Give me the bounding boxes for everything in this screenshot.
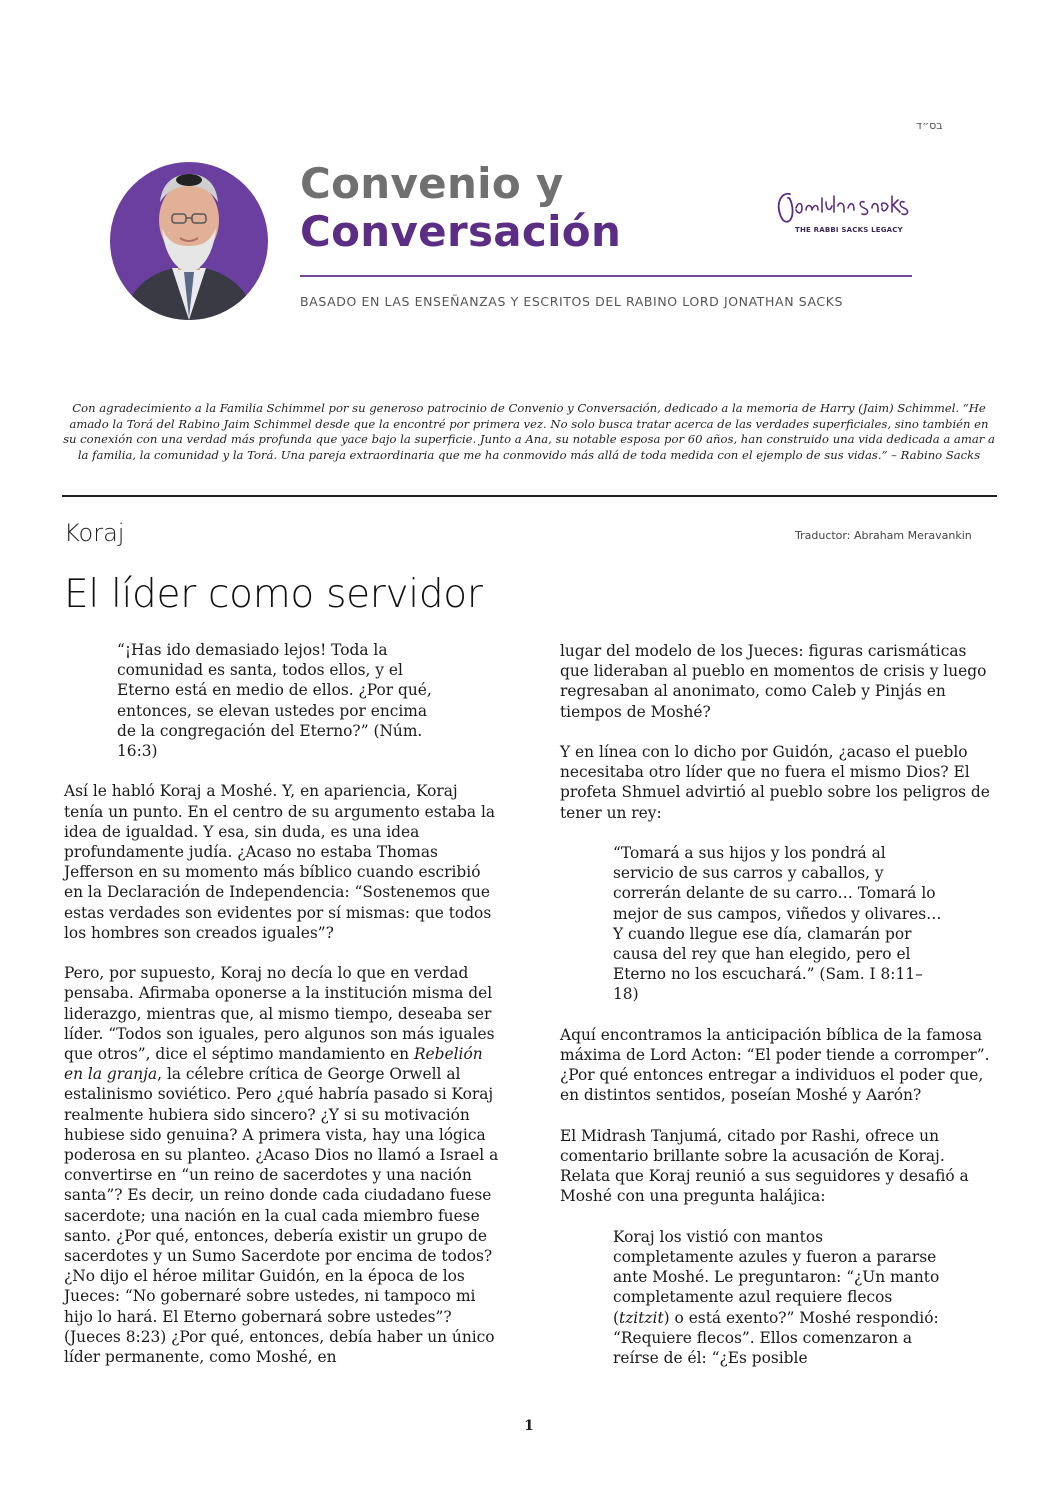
title-line-2: Conversación — [300, 207, 622, 256]
paragraph: Y en línea con lo dicho por Guidón, ¿acaso el pueblo necesitaba otro líder que no fuera el mismo Dios? El profeta Shmuel advirtió al pueblo sobre los peligros de tener un rey: — [560, 743, 990, 822]
paragraph: lugar del modelo de los Jueces: figuras carismáticas que lideraban al pueblo en momentos de crisis y luego regresaban al anonimato, como Caleb y Pinjás en tiempos de Moshé? — [560, 642, 987, 721]
book-title: Rebelión en la granja — [64, 1045, 483, 1084]
paragraph: El Midrash Tanjumá, citado por Rashi, ofrece un comentario brillante sobre la acusación de Koraj. Relata que Koraj reunió a sus seguidores y desafió a Moshé con una pregunta halájica: — [560, 1126, 969, 1206]
section-divider — [62, 495, 997, 497]
title-line-1: Convenio y — [300, 159, 564, 208]
article-headline: El líder como servidor — [64, 572, 483, 617]
rabbi-portrait-image — [110, 150, 268, 320]
paragraph: Aquí encontramos la anticipación bíblica de la famosa máxima de Lord Acton: “El poder tiende a corromper”. ¿Por qué entonces entregar a individuos el poder que, en distintos sentidos, poseían Moshé y Aarón? — [560, 1025, 990, 1105]
block-quote: “¡Has ido demasiado lejos! Toda la comunidad es santa, todos ellos, y el Eterno está en medio de ellos. ¿Por qué, entonces, se elevan ustedes por encima de la congregación del Eterno?” (Núm. 16:3) — [117, 641, 432, 761]
signature-caption: THE RABBI SACKS LEGACY — [795, 226, 903, 234]
translator-credit: Traductor: Abraham Meravankin — [795, 529, 972, 542]
dedication-text: Con agradecimiento a la Familia Schimmel por su generoso patrocinio de Convenio y Conversación, dedicado a la memoria de Harry (Jaim) Schimmel. “He amado la Torá del Rabino Jaim Schimmel desde que la encontré por primera vez. No solo busca tratar acerca de las verdades superficiales, sino también en su conexión con una verdad más profunda que yace bajo la superficie. Junto a Ana, su notable esposa por 60 años, han construido una vida dedicada a amar a la familia, la comunidad y la Torá. Una pareja extraordinaria que me ha conmovido más allá de toda medida con el ejemplo de sus vidas.” – Rabino Sacks — [63, 401, 995, 462]
title-divider — [300, 275, 912, 277]
newsletter-title — [300, 160, 621, 256]
block-quote: Koraj los vistió con mantos completamente azules y fueron a pararse ante Moshé. Le preguntaron: “¿Un manto completamente azul requiere flecos (tzitzit) o está exento?” Moshé respondió: “Requiere flecos”. Ellos comenzaron a reírse de él: “¿Es posible — [613, 1227, 940, 1368]
paragraph: Así le habló Koraj a Moshé. Y, en apariencia, Koraj tenía un punto. En el centro de su argumento estaba la idea de igualdad. Y esa, sin duda, es una idea profundamente judía. ¿Acaso no estaba Thomas Jefferson en su momento más bíblico cuando escribió en la Declaración de Independencia: “Sostenemos que estas verdades son evidentes por sí mismas: que todos los hombres son creados iguales”? — [64, 782, 496, 942]
page-number: 1 — [524, 1418, 534, 1434]
bsd-mark: בס״ד — [916, 119, 943, 132]
term-tzitzit: tzitzit — [619, 1308, 664, 1327]
block-quote: “Tomará a sus hijos y los pondrá al servicio de sus carros y caballos, y correrán delante de su carro… Tomará lo mejor de sus campos, viñedos y olivares… Y cuando llegue ese día, clamarán por causa del rey que han elegido, pero el Eterno no los escuchará.” (Sam. I 8:11–18) — [613, 844, 942, 1004]
right-column — [560, 641, 996, 1388]
newsletter-subtitle: BASADO EN LAS ENSEÑANZAS Y ESCRITOS DEL RABINO LORD JONATHAN SACKS — [300, 294, 844, 309]
paragraph: Pero, por supuesto, Koraj no decía lo que en verdad pensaba. Afirmaba oponerse a la institución misma del liderazgo, mientras que, al mismo tiempo, deseaba ser líder. “Todos son iguales, pero algunos son más iguales que otros”, dice el séptimo mandamiento en Rebelión en la granja, la célebre crítica de George Orwell al estalinismo soviético. Pero ¿qué habría pasado si Koraj realmente hubiera sido sincero? ¿Y si su motivación hubiese sido genuina? A primera vista, hay una lógica poderosa en su planteo. ¿Acaso Dios no llamó a Israel a convertirse en “un reino de sacerdotes y una nación santa”? Es decir, un reino donde cada ciudadano fuese sacerdote; una nación en la cual cada miembro fuese santo. ¿Por qué, entonces, debería existir un grupo de sacerdotes y un Sumo Sacerdote por encima de todos? ¿No dijo el héroe militar Guidón, en la época de los Jueces: “No gobernaré sobre ustedes, ni tampoco mi hijo lo hará. El Eterno gobernará sobre ustedes”? (Jueces 8:23) ¿Por qué, entonces, debía haber un único líder permanente, como Moshé, en — [64, 964, 499, 1367]
left-column — [64, 640, 500, 1387]
parsha-name: Koraj — [64, 519, 125, 547]
dedication-note — [62, 401, 996, 463]
